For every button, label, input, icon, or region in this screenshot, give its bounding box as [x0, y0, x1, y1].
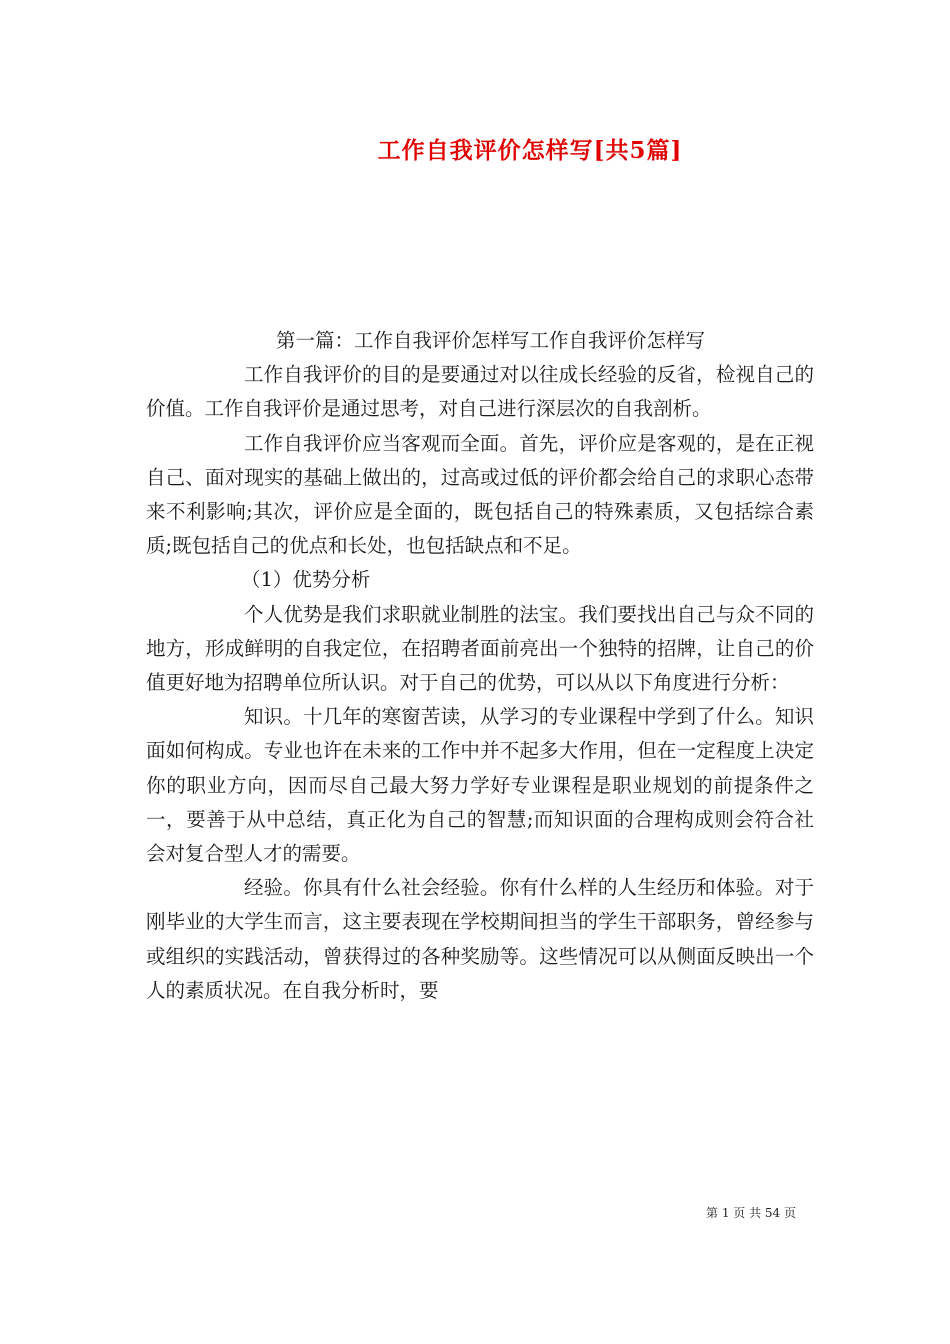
- paragraph-objective: 工作自我评价应当客观而全面。首先，评价应是客观的，是在正视自己、面对现实的基础上做出的，过高或过低的评价都会给自己的求职心态带来不利影响;其次，评价应是全面的，既包括自己的特殊素质，又包括综合素质;既包括自己的优点和长处，也包括缺点和不足。: [146, 431, 814, 558]
- paragraph-experience: 经验。你具有什么社会经验。你有什么样的人生经历和体验。对于刚毕业的大学生而言，这主要表现在学校期间担当的学生干部职务，曾经参与或组织的实践活动，曾获得过的各种奖励等。这些情况可以从侧面反映出一个人的素质状况。在自我分析时，要: [146, 876, 814, 1002]
- section-heading: 第一篇：工作自我评价怎样写工作自我评价怎样写: [276, 329, 706, 352]
- document-title: 工作自我评价怎样写[共5篇]: [377, 137, 683, 164]
- paragraph-knowledge: 知识。十几年的寒窗苦读，从学习的专业课程中学到了什么。知识面如何构成。专业也许在未来的工作中并不起多大作用，但在一定程度上决定你的职业方向，因而尽自己最大努力学好专业课程是职业规划的前提条件之一，要善于从中总结，真正化为自己的智慧;而知识面的合理构成则会符合社会对复合型人才的需要。: [146, 705, 814, 866]
- subheading-advantage: （1）优势分析: [241, 568, 371, 592]
- document-body: [146, 324, 814, 1008]
- page-number: 第 1 页 共 54 页: [706, 1206, 796, 1220]
- paragraph-advantage: 个人优势是我们求职就业制胜的法宝。我们要找出自己与众不同的地方，形成鲜明的自我定位，在招聘者面前亮出一个独特的招牌，让自己的价值更好地为招聘单位所认识。对于自己的优势，可以从以下角度进行分析：: [146, 602, 814, 695]
- paragraph-purpose: 工作自我评价的目的是要通过对以往成长经验的反省，检视自己的价值。工作自我评价是通过思考，对自己进行深层次的自我剖析。: [146, 363, 814, 421]
